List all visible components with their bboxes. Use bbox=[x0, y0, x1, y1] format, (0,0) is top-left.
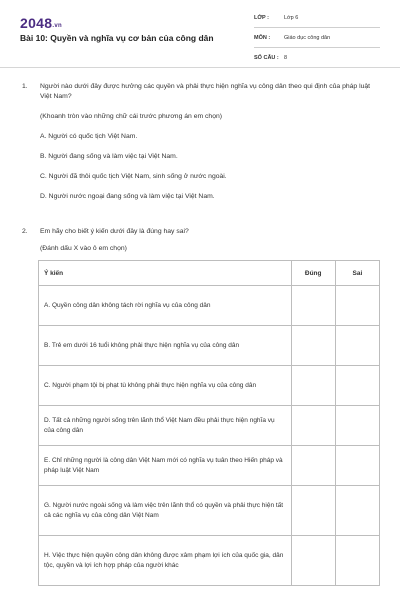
question-1-instruction: (Khoanh tròn vào những chữ cái trước phương án em chọn) bbox=[40, 113, 223, 120]
meta-label: SỐ CÂU : bbox=[254, 55, 279, 61]
header-true: Đúng bbox=[291, 261, 335, 286]
question-number: 2. bbox=[22, 228, 28, 235]
table-row bbox=[39, 406, 380, 446]
table-row bbox=[39, 446, 380, 486]
true-checkbox[interactable] bbox=[291, 326, 335, 366]
statement-cell: D. Tất cả những người sống trên lãnh thổ Việt Nam đều phải thực hiện nghĩa vụ của công dân bbox=[39, 406, 292, 446]
meta-row-count bbox=[254, 53, 380, 68]
true-checkbox[interactable] bbox=[291, 366, 335, 406]
lesson-title: Bài 10: Quyền và nghĩa vụ cơ bản của công dân bbox=[20, 33, 214, 43]
header-false: Sai bbox=[335, 261, 379, 286]
meta-label: LỚP : bbox=[254, 15, 269, 21]
header-opinion: Ý kiến bbox=[39, 261, 292, 286]
question-text: Người nào dưới đây được hưởng các quyền và phải thực hiện nghĩa vụ công dân theo qui định của pháp luật Việt Nam? bbox=[40, 83, 371, 100]
logo-main: 2048 bbox=[20, 15, 53, 31]
option-b[interactable]: B. Người đang sống và làm việc tại Việt Nam. bbox=[40, 153, 178, 160]
true-checkbox[interactable] bbox=[291, 446, 335, 486]
table-header-row bbox=[39, 261, 380, 286]
meta-value: Giáo dục công dân bbox=[284, 35, 331, 41]
false-checkbox[interactable] bbox=[335, 366, 379, 406]
question-number: 1. bbox=[22, 83, 28, 90]
statement-cell: G. Người nước ngoài sống và làm việc trên lãnh thổ có quyền và phải thực hiện tất cả các nghĩa vụ của công dân Việt Nam bbox=[39, 486, 292, 536]
meta-label: MÔN : bbox=[254, 35, 271, 41]
statement-cell: A. Quyền công dân không tách rời nghĩa vụ của công dân bbox=[39, 286, 292, 326]
question-2-instruction: (Đánh dấu X vào ô em chọn) bbox=[40, 245, 127, 252]
statement-cell: B. Trẻ em dưới 16 tuổi không phải thực hiện nghĩa vụ của công dân bbox=[39, 326, 292, 366]
table-row bbox=[39, 326, 380, 366]
false-checkbox[interactable] bbox=[335, 286, 379, 326]
false-checkbox[interactable] bbox=[335, 536, 379, 586]
false-checkbox[interactable] bbox=[335, 326, 379, 366]
meta-row-class bbox=[254, 13, 380, 28]
table-row bbox=[39, 486, 380, 536]
site-logo[interactable] bbox=[20, 15, 62, 31]
answer-table bbox=[38, 260, 380, 586]
false-checkbox[interactable] bbox=[335, 486, 379, 536]
option-a[interactable]: A. Người có quốc tịch Việt Nam. bbox=[40, 133, 138, 140]
meta-value: Lớp 6 bbox=[284, 15, 299, 21]
statement-cell: E. Chỉ những người là công dân Việt Nam mới có nghĩa vụ tuân theo Hiến pháp và pháp luật Việt Nam bbox=[39, 446, 292, 486]
statement-cell: H. Việc thực hiện quyền công dân không được xâm phạm lợi ích của quốc gia, dân tộc, quyền và lợi ích hợp pháp của người khác bbox=[39, 536, 292, 586]
true-checkbox[interactable] bbox=[291, 486, 335, 536]
false-checkbox[interactable] bbox=[335, 406, 379, 446]
true-checkbox[interactable] bbox=[291, 536, 335, 586]
option-d[interactable]: D. Người nước ngoại đang sống và làm việc tại Việt Nam. bbox=[40, 193, 215, 200]
logo-suffix: .vn bbox=[52, 23, 62, 29]
true-checkbox[interactable] bbox=[291, 406, 335, 446]
header-divider bbox=[0, 67, 400, 68]
question-text: Em hãy cho biết ý kiến dưới đây là đúng hay sai? bbox=[40, 228, 189, 235]
false-checkbox[interactable] bbox=[335, 446, 379, 486]
true-checkbox[interactable] bbox=[291, 286, 335, 326]
table-row bbox=[39, 286, 380, 326]
meta-row-subject bbox=[254, 33, 380, 48]
table-row bbox=[39, 366, 380, 406]
meta-value: 8 bbox=[284, 55, 288, 61]
table-row bbox=[39, 536, 380, 586]
option-c[interactable]: C. Người đã thôi quốc tịch Việt Nam, sinh sống ở nước ngoài. bbox=[40, 173, 227, 180]
statement-cell: C. Người phạm tội bị phạt tù không phải thực hiện nghĩa vụ của công dân bbox=[39, 366, 292, 406]
meta-box bbox=[254, 13, 380, 73]
